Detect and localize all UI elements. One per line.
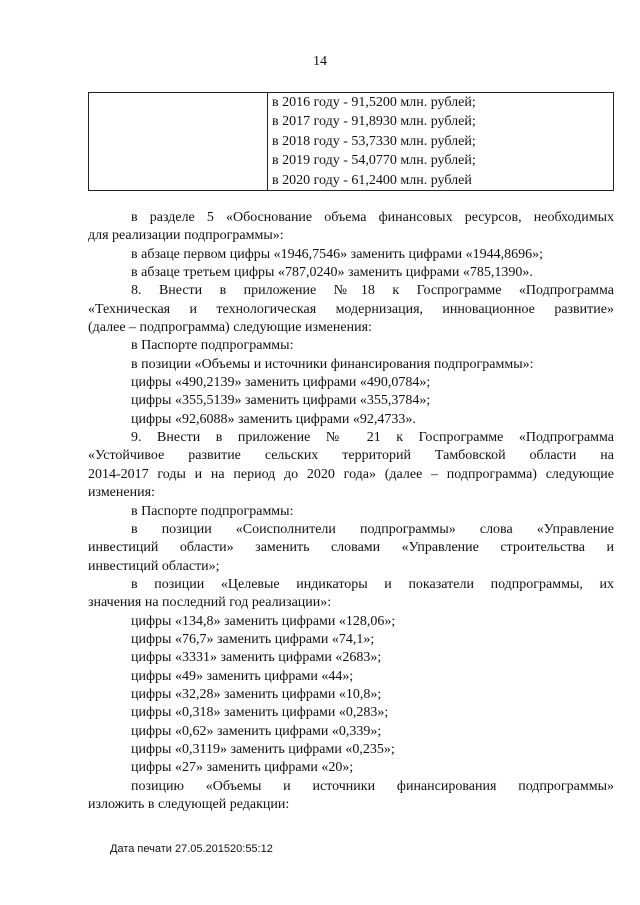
document-body xyxy=(88,209,614,814)
text-line: позицию «Объемы и источники финансирования подпрограммы» xyxy=(131,778,614,794)
text-line: инвестиций области»; xyxy=(88,558,220,574)
funding-year-2019: в 2019 году - 54,0770 млн. рублей; xyxy=(272,153,476,169)
text-line: в абзаце третьем цифры «787,0240» заменить цифрами «785,1390». xyxy=(131,265,533,281)
funding-table xyxy=(88,92,614,191)
funding-table-values-cell xyxy=(268,93,614,191)
text-line: цифры «0,318» заменить цифрами «0,283»; xyxy=(131,705,389,721)
funding-year-2018: в 2018 году - 53,7330 млн. рублей; xyxy=(272,133,476,149)
text-line: для реализации подпрограммы»: xyxy=(88,228,284,244)
text-line: цифры «49» заменить цифрами «44»; xyxy=(131,668,354,684)
text-line: цифры «490,2139» заменить цифрами «490,0784»; xyxy=(131,375,431,391)
text-line: цифры «0,62» заменить цифрами «0,339»; xyxy=(131,723,382,739)
text-line: изложить в следующей редакции: xyxy=(88,797,290,812)
text-line: «Устойчивое развитие сельских территорий Тамбовской области на xyxy=(88,448,614,464)
page-number: 14 xyxy=(313,54,327,69)
text-line: цифры «0,3119» заменить цифрами «0,235»; xyxy=(131,741,395,757)
text-line: в разделе 5 «Обоснование объема финансовых ресурсов, необходимых xyxy=(131,210,614,225)
text-line: в Паспорте подпрограммы: xyxy=(131,338,294,354)
text-line: цифры «355,5139» заменить цифрами «355,3784»; xyxy=(131,393,431,409)
text-line: цифры «92,6088» заменить цифрами «92,4733». xyxy=(131,411,416,427)
text-line: цифры «27» заменить цифрами «20»; xyxy=(131,760,354,776)
funding-year-2016: в 2016 году - 91,5200 млн. рублей; xyxy=(272,95,476,110)
text-line: «Техническая и технологическая модернизация, инновационное развитие» xyxy=(88,301,614,317)
text-line: цифры «76,7» заменить цифрами «74,1»; xyxy=(131,631,375,647)
text-line: инвестиций области» заменить словами «Управление строительства и xyxy=(88,540,614,556)
text-line: (далее – подпрограмма) следующие изменения: xyxy=(88,320,372,336)
text-line: значения на последний год реализации»: xyxy=(88,595,332,611)
funding-year-2017: в 2017 году - 91,8930 млн. рублей; xyxy=(272,114,476,130)
text-line: в позиции «Объемы и источники финансирования подпрограммы»: xyxy=(131,356,534,372)
text-line: в позиции «Соисполнители подпрограммы» слова «Управление xyxy=(131,521,614,537)
funding-year-2020: в 2020 году - 61,2400 млн. рублей xyxy=(272,172,472,188)
text-line: в позиции «Целевые индикаторы и показатели подпрограммы, их xyxy=(131,576,614,592)
text-line: цифры «32,28» заменить цифрами «10,8»; xyxy=(131,686,382,702)
text-line: в Паспорте подпрограммы: xyxy=(131,503,294,519)
text-line: 2014-2017 годы и на период до 2020 года» (далее – подпрограмма) следующие xyxy=(88,466,614,482)
funding-table-label-cell xyxy=(89,93,268,191)
print-date: Дата печати 27.05.201520:55:12 xyxy=(110,843,273,855)
text-line: 8. Внести в приложение №18 к Госпрограмме «Подпрограмма xyxy=(131,283,614,299)
text-line: в абзаце первом цифры «1946,7546» заменить цифрами «1944,8696»; xyxy=(131,246,543,262)
text-line: цифры «134,8» заменить цифрами «128,06»; xyxy=(131,613,396,629)
text-line: 9. Внести в приложение № 21 к Госпрограмме «Подпрограмма xyxy=(131,430,614,446)
text-line: цифры «3331» заменить цифрами «2683»; xyxy=(131,650,382,666)
text-line: изменения: xyxy=(88,485,155,501)
